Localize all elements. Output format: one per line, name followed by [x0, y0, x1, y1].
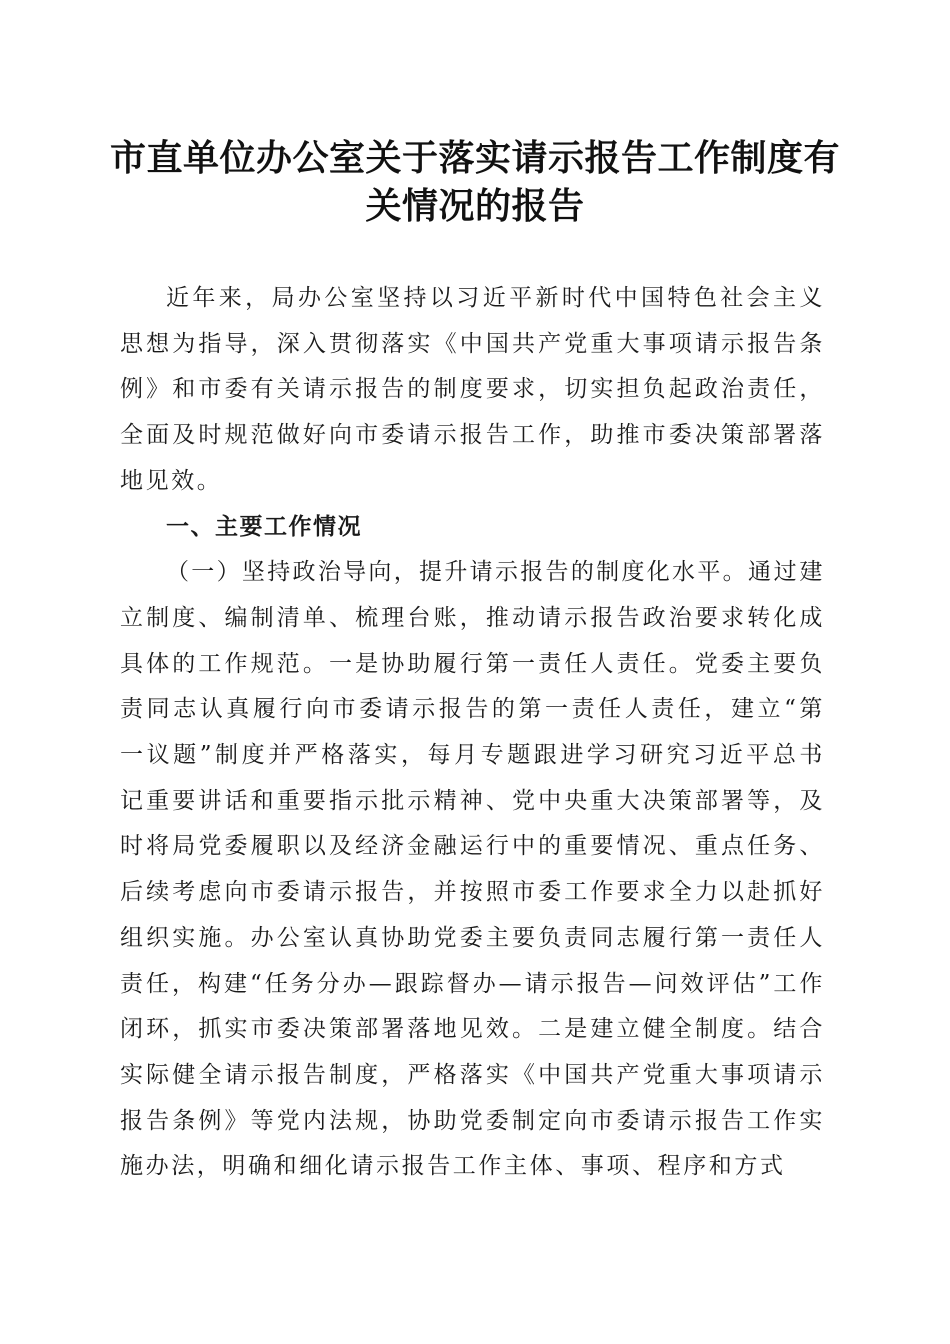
- document-title: 市直单位办公室关于落实请示报告工作制度有关情况的报告: [109, 137, 840, 227]
- subsection-body: 通过建立制度、编制清单、梳理台账，推动请示报告政治要求转化成具体的工作规范。一是协助履行第一责任人责任。党委主要负责同志认真履行向市委请示报告的第一责任人责任，建立“第一议题”制度并严格落实，每月专题跟进学习研究习近平总书记重要讲话和重要指示批示精神、党中央重大决策部署等，及时将局党委履职以及经济金融运行中的重要情况、重点任务、后续考虑向市委请示报告，并按照市委工作要求全力以赴抓好组织实施。办公室认真协助党委主要负责同志履行第一责任人责任，构建“任务分办—跟踪督办—请示报告—问效评估”工作闭环，抓实市委决策部署落地见效。二是建立健全制度。结合实际健全请示报告制度，严格落实《中国共产党重大事项请示报告条例》等党内法规，协助党委制定向市委请示报告工作实施办法，明确和细化请示报告工作主体、事项、程序和方式: [120, 559, 825, 1180]
- subsection-lead: （一）坚持政治导向，提升请示报告的制度化水平。: [166, 559, 748, 586]
- intro-paragraph: 近年来，局办公室坚持以习近平新时代中国特色社会主义思想为指导，深入贯彻落实《中国共产党重大事项请示报告条例》和市委有关请示报告的制度要求，切实担负起政治责任，全面及时规范做好向市委请示报告工作，助推市委决策部署落地见效。: [120, 285, 825, 494]
- section-heading: 一、主要工作情况: [166, 513, 362, 540]
- subsection-paragraph: [120, 550, 825, 1190]
- document-body: [120, 276, 825, 1190]
